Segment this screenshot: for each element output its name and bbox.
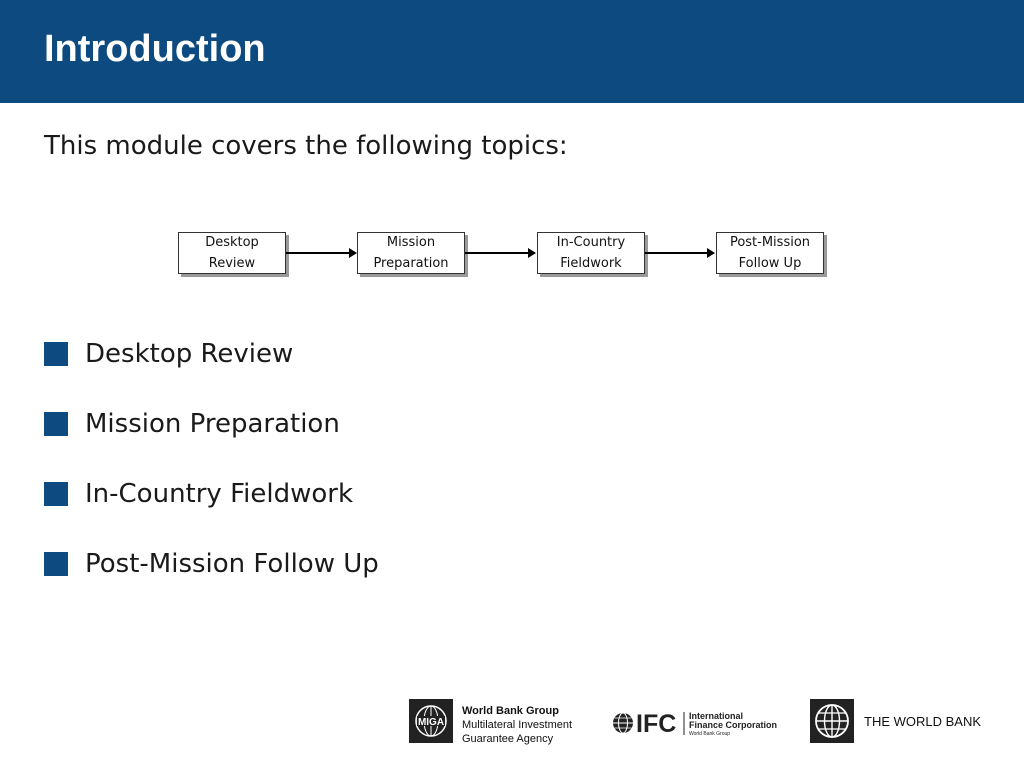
flow-step-desktop-review: Desktop Review (178, 232, 286, 274)
topic-label: Post-Mission Follow Up (85, 549, 379, 579)
header-bar (0, 0, 1024, 103)
flow-connector (286, 252, 350, 254)
ifc-globe-icon (613, 713, 633, 733)
world-bank-globe-icon (810, 699, 854, 743)
arrow-right-icon (349, 248, 357, 258)
list-item (44, 546, 379, 582)
topic-label: Mission Preparation (85, 409, 340, 439)
arrow-right-icon (528, 248, 536, 258)
flow-step-post-mission-follow-up: Post-Mission Follow Up (716, 232, 824, 274)
topic-label: Desktop Review (85, 339, 294, 369)
square-bullet-icon (44, 482, 68, 506)
flow-connector (465, 252, 529, 254)
arrow-right-icon (707, 248, 715, 258)
ifc-logo (612, 709, 792, 737)
miga-line-3: Guarantee Agency (462, 733, 554, 745)
world-bank-name: THE WORLD BANK (864, 714, 982, 729)
flow-connector (645, 252, 708, 254)
list-item (44, 406, 379, 442)
topic-list (44, 336, 379, 616)
intro-text: This module covers the following topics: (44, 131, 568, 161)
footer-logos (0, 690, 1024, 750)
ifc-line-3: World Bank Group (689, 731, 731, 737)
miga-logo-icon (409, 699, 453, 743)
miga-line-2: Multilateral Investment (462, 719, 573, 731)
square-bullet-icon (44, 552, 68, 576)
topic-label: In-Country Fieldwork (85, 479, 354, 509)
miga-name (462, 704, 572, 746)
miga-logo-text: MIGA (417, 717, 445, 728)
flow-step-in-country-fieldwork: In-Country Fieldwork (537, 232, 645, 274)
ifc-logo-text: IFC (636, 710, 677, 737)
miga-line-1: World Bank Group (462, 705, 559, 717)
flow-step-mission-preparation: Mission Preparation (357, 232, 465, 274)
ifc-line-1: International (689, 711, 744, 721)
list-item (44, 336, 379, 372)
square-bullet-icon (44, 342, 68, 366)
square-bullet-icon (44, 412, 68, 436)
ifc-line-2: Finance Corporation (689, 720, 778, 730)
list-item (44, 476, 379, 512)
slide-title: Introduction (44, 28, 266, 70)
